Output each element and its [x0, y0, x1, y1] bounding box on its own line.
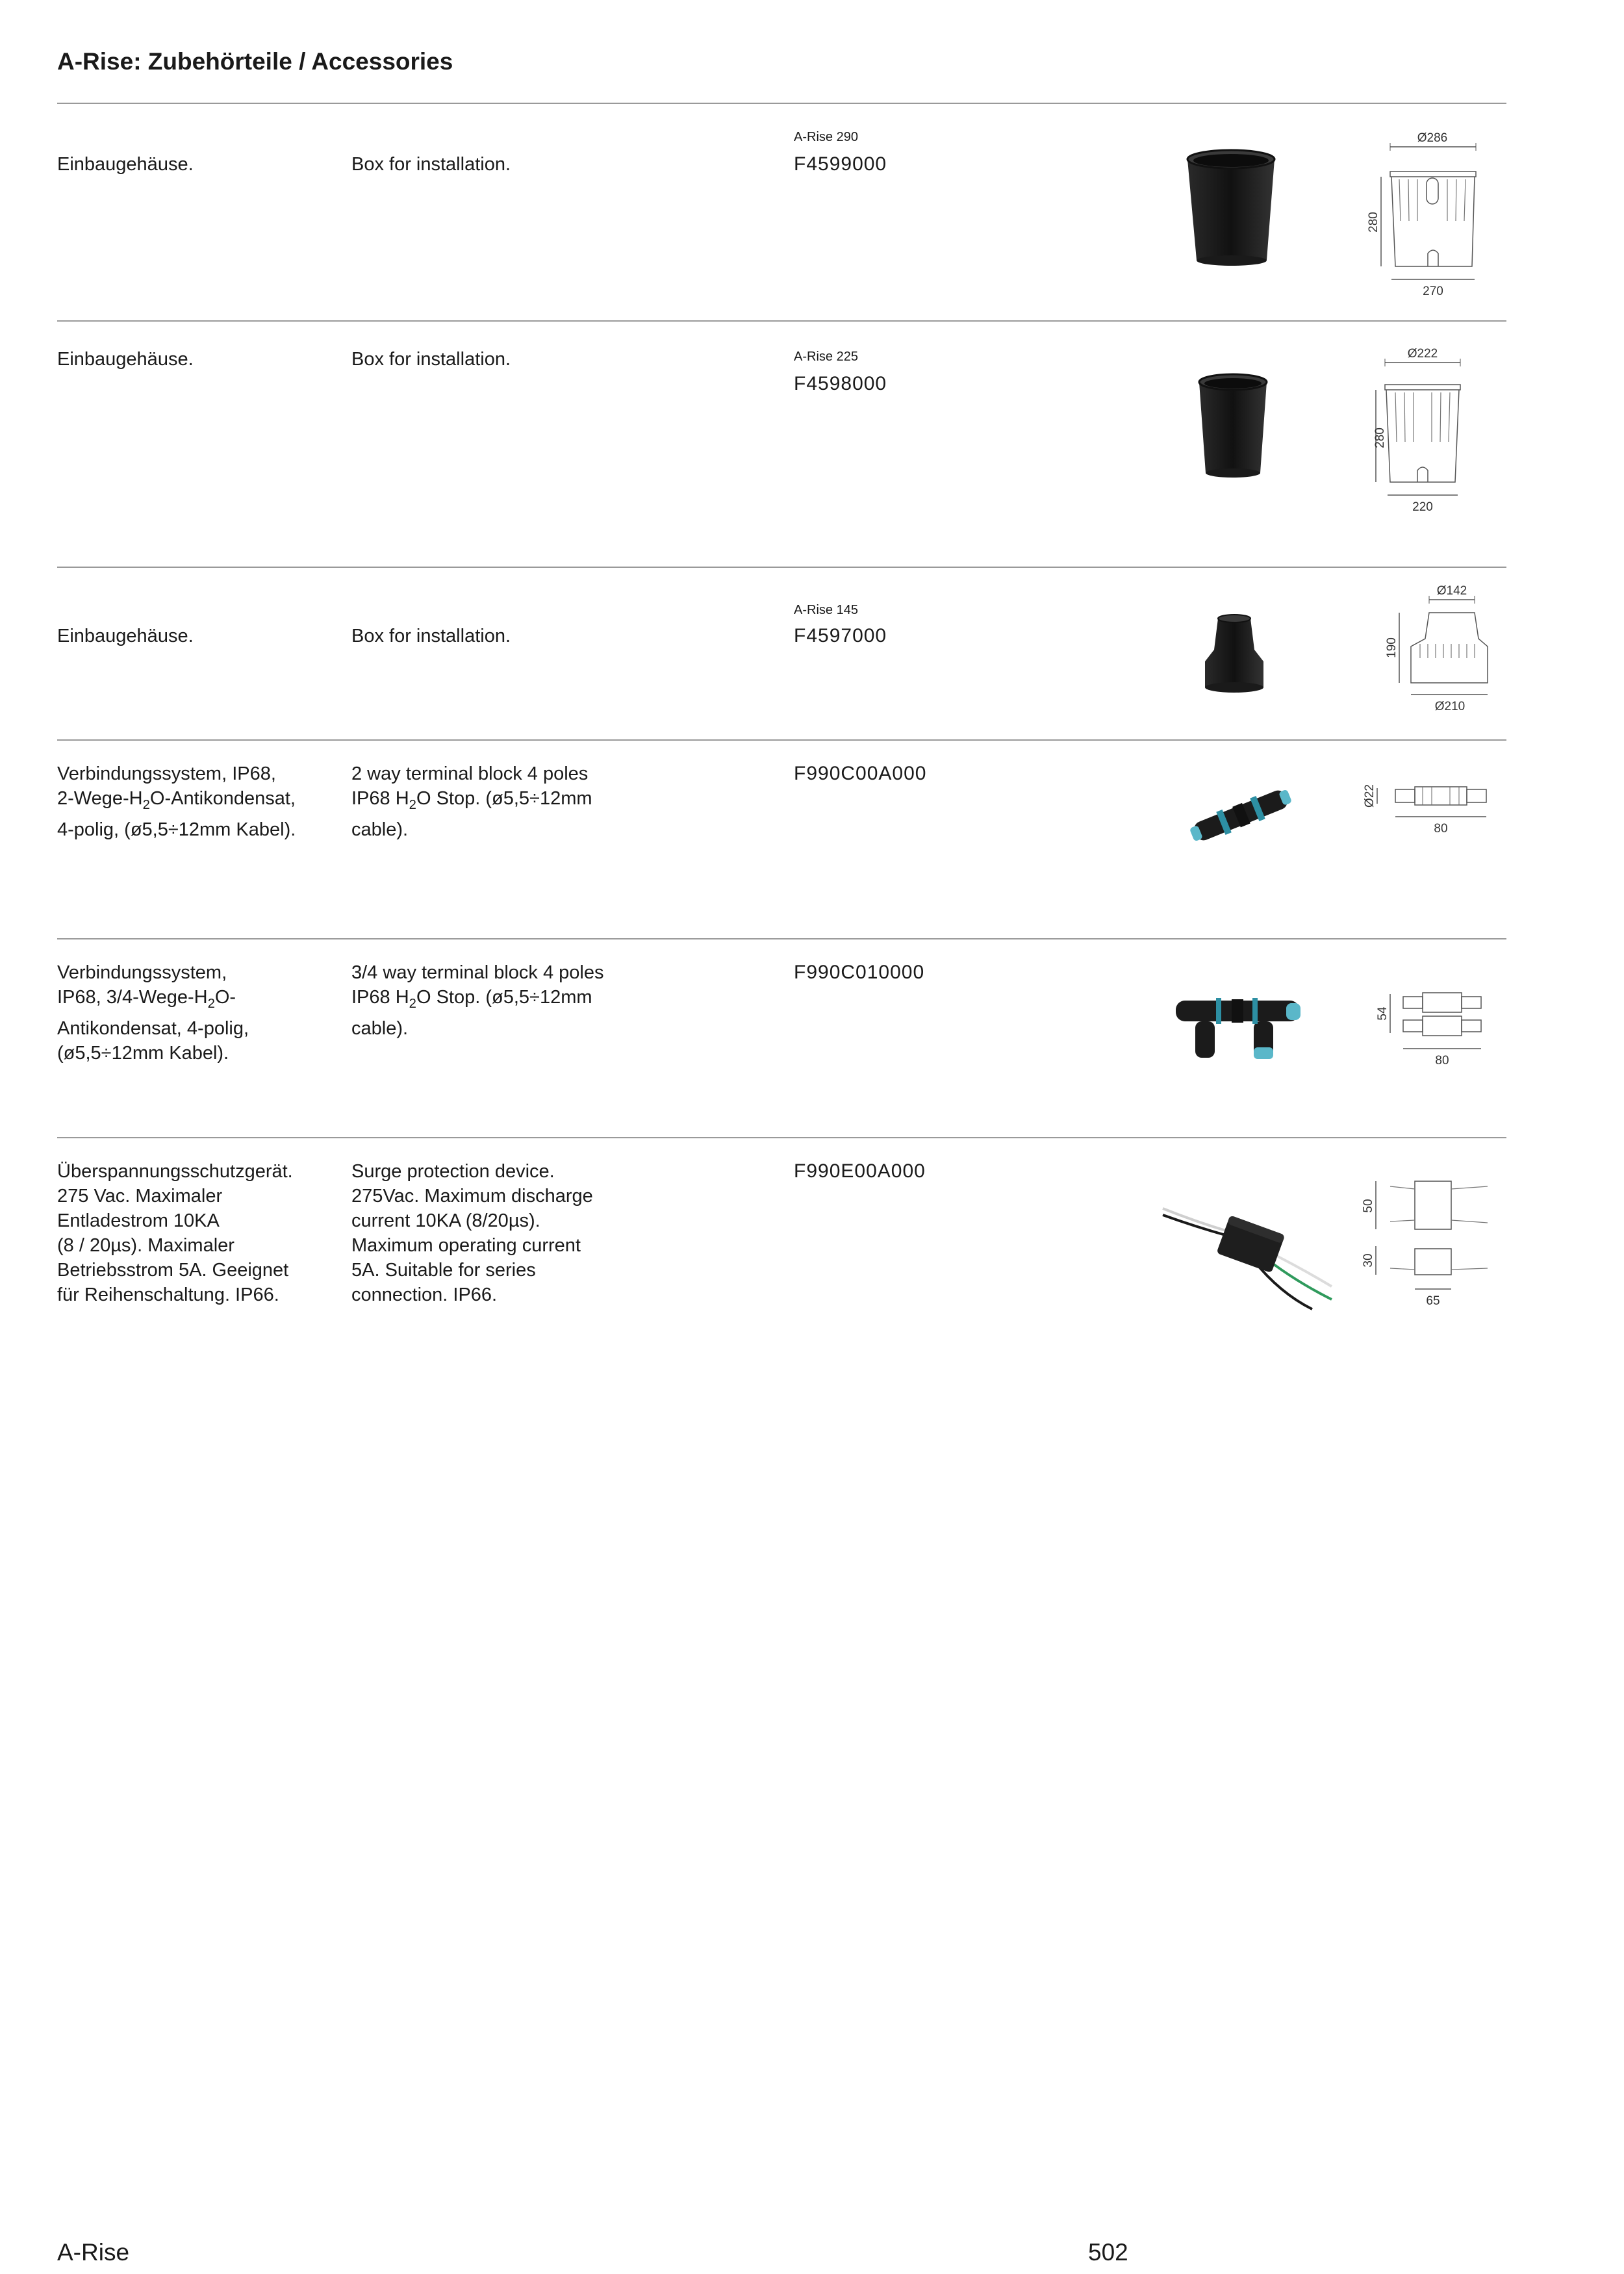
technical-drawing — [1345, 1169, 1514, 1325]
description-de: Überspannungsschutzgerät. 275 Vac. Maximaler Entladestrom 10KA (8 / 20µs). Maximaler Betriebsstrom 5A. Geeignet für Reihenschaltung. IP66. — [57, 1161, 293, 1305]
description-de: Einbaugehäuse. — [57, 626, 194, 646]
row-divider — [57, 320, 1506, 322]
dim-side: 280 — [1373, 428, 1387, 448]
model-label: A-Rise 145 — [794, 603, 858, 617]
page-number: 502 — [1088, 2239, 1128, 2266]
product-code: F990C00A000 — [794, 763, 927, 784]
dim-bottom: 65 — [1426, 1294, 1440, 1308]
dim-side-top: 50 — [1362, 1199, 1375, 1213]
description-de: Einbaugehäuse. — [57, 154, 194, 175]
technical-drawing — [1358, 776, 1514, 848]
description-en: Box for installation. — [351, 349, 511, 370]
description-de: Einbaugehäuse. — [57, 349, 194, 370]
row-divider — [57, 739, 1506, 741]
install-box-photo — [1199, 611, 1270, 695]
technical-drawing — [1358, 581, 1514, 724]
dim-side: 54 — [1376, 1006, 1389, 1021]
surge-protector-photo — [1156, 1182, 1338, 1312]
dim-bottom: 220 — [1412, 500, 1433, 514]
description-de: Verbindungssystem, IP68, $3/4-Wege-H_2O-$ Antikondensat, 4-polig, (ø5,5÷12mm Kabel). — [57, 962, 249, 1064]
technical-drawing — [1358, 981, 1514, 1079]
row-divider — [57, 1137, 1506, 1138]
product-code: F4599000 — [794, 153, 887, 175]
terminal-block-photo — [1186, 780, 1296, 851]
technical-drawing — [1358, 130, 1514, 305]
footer-series: A-Rise — [57, 2239, 130, 2266]
product-code: F4597000 — [794, 625, 887, 646]
title-divider — [57, 103, 1506, 104]
description-en: 3/4 way terminal block 4 poles IP68 $H_2O$ Stop. (ø5,5÷12mm cable). — [351, 962, 604, 1039]
model-label: A-Rise 290 — [794, 130, 858, 144]
description-en: Box for installation. — [351, 154, 511, 175]
product-code: F4598000 — [794, 373, 887, 394]
model-label: A-Rise 225 — [794, 350, 858, 364]
description-en: 2 way terminal block 4 poles IP68 $H_2O$ Stop. (ø5,5÷12mm cable). — [351, 763, 592, 840]
row-divider — [57, 567, 1506, 568]
product-code: F990C010000 — [794, 962, 925, 983]
dim-side: Ø22 — [1363, 784, 1377, 808]
description-en: Box for installation. — [351, 626, 511, 646]
page-title: A-Rise: Zubehörteile / Accessories — [57, 48, 453, 75]
terminal-block-photo — [1169, 975, 1306, 1066]
dim-top: Ø222 — [1407, 347, 1438, 361]
description-en: Surge protection device. 275Vac. Maximum discharge current 10KA (8/20µs). Maximum operating current 5A. Suitable for series connection. IP66. — [351, 1161, 593, 1305]
dim-side-bottom: 30 — [1362, 1253, 1375, 1268]
dim-bottom: 270 — [1423, 285, 1443, 298]
install-box-photo — [1182, 146, 1280, 270]
dim-side: 190 — [1385, 637, 1399, 658]
row-divider — [57, 938, 1506, 939]
install-box-photo — [1194, 370, 1272, 481]
dim-bottom: 80 — [1434, 822, 1448, 836]
technical-drawing — [1358, 344, 1514, 520]
description-de: Verbindungssystem, IP68, $2-Wege-H_2O$-Antikondensat, 4-polig, (ø5,5÷12mm Kabel). — [57, 763, 296, 840]
dim-bottom: Ø210 — [1434, 700, 1465, 713]
product-code: F990E00A000 — [794, 1160, 926, 1182]
dim-side: 280 — [1367, 212, 1380, 233]
dim-bottom: 80 — [1435, 1054, 1449, 1067]
dim-top: Ø142 — [1436, 584, 1467, 598]
dim-top: Ø286 — [1417, 131, 1448, 145]
